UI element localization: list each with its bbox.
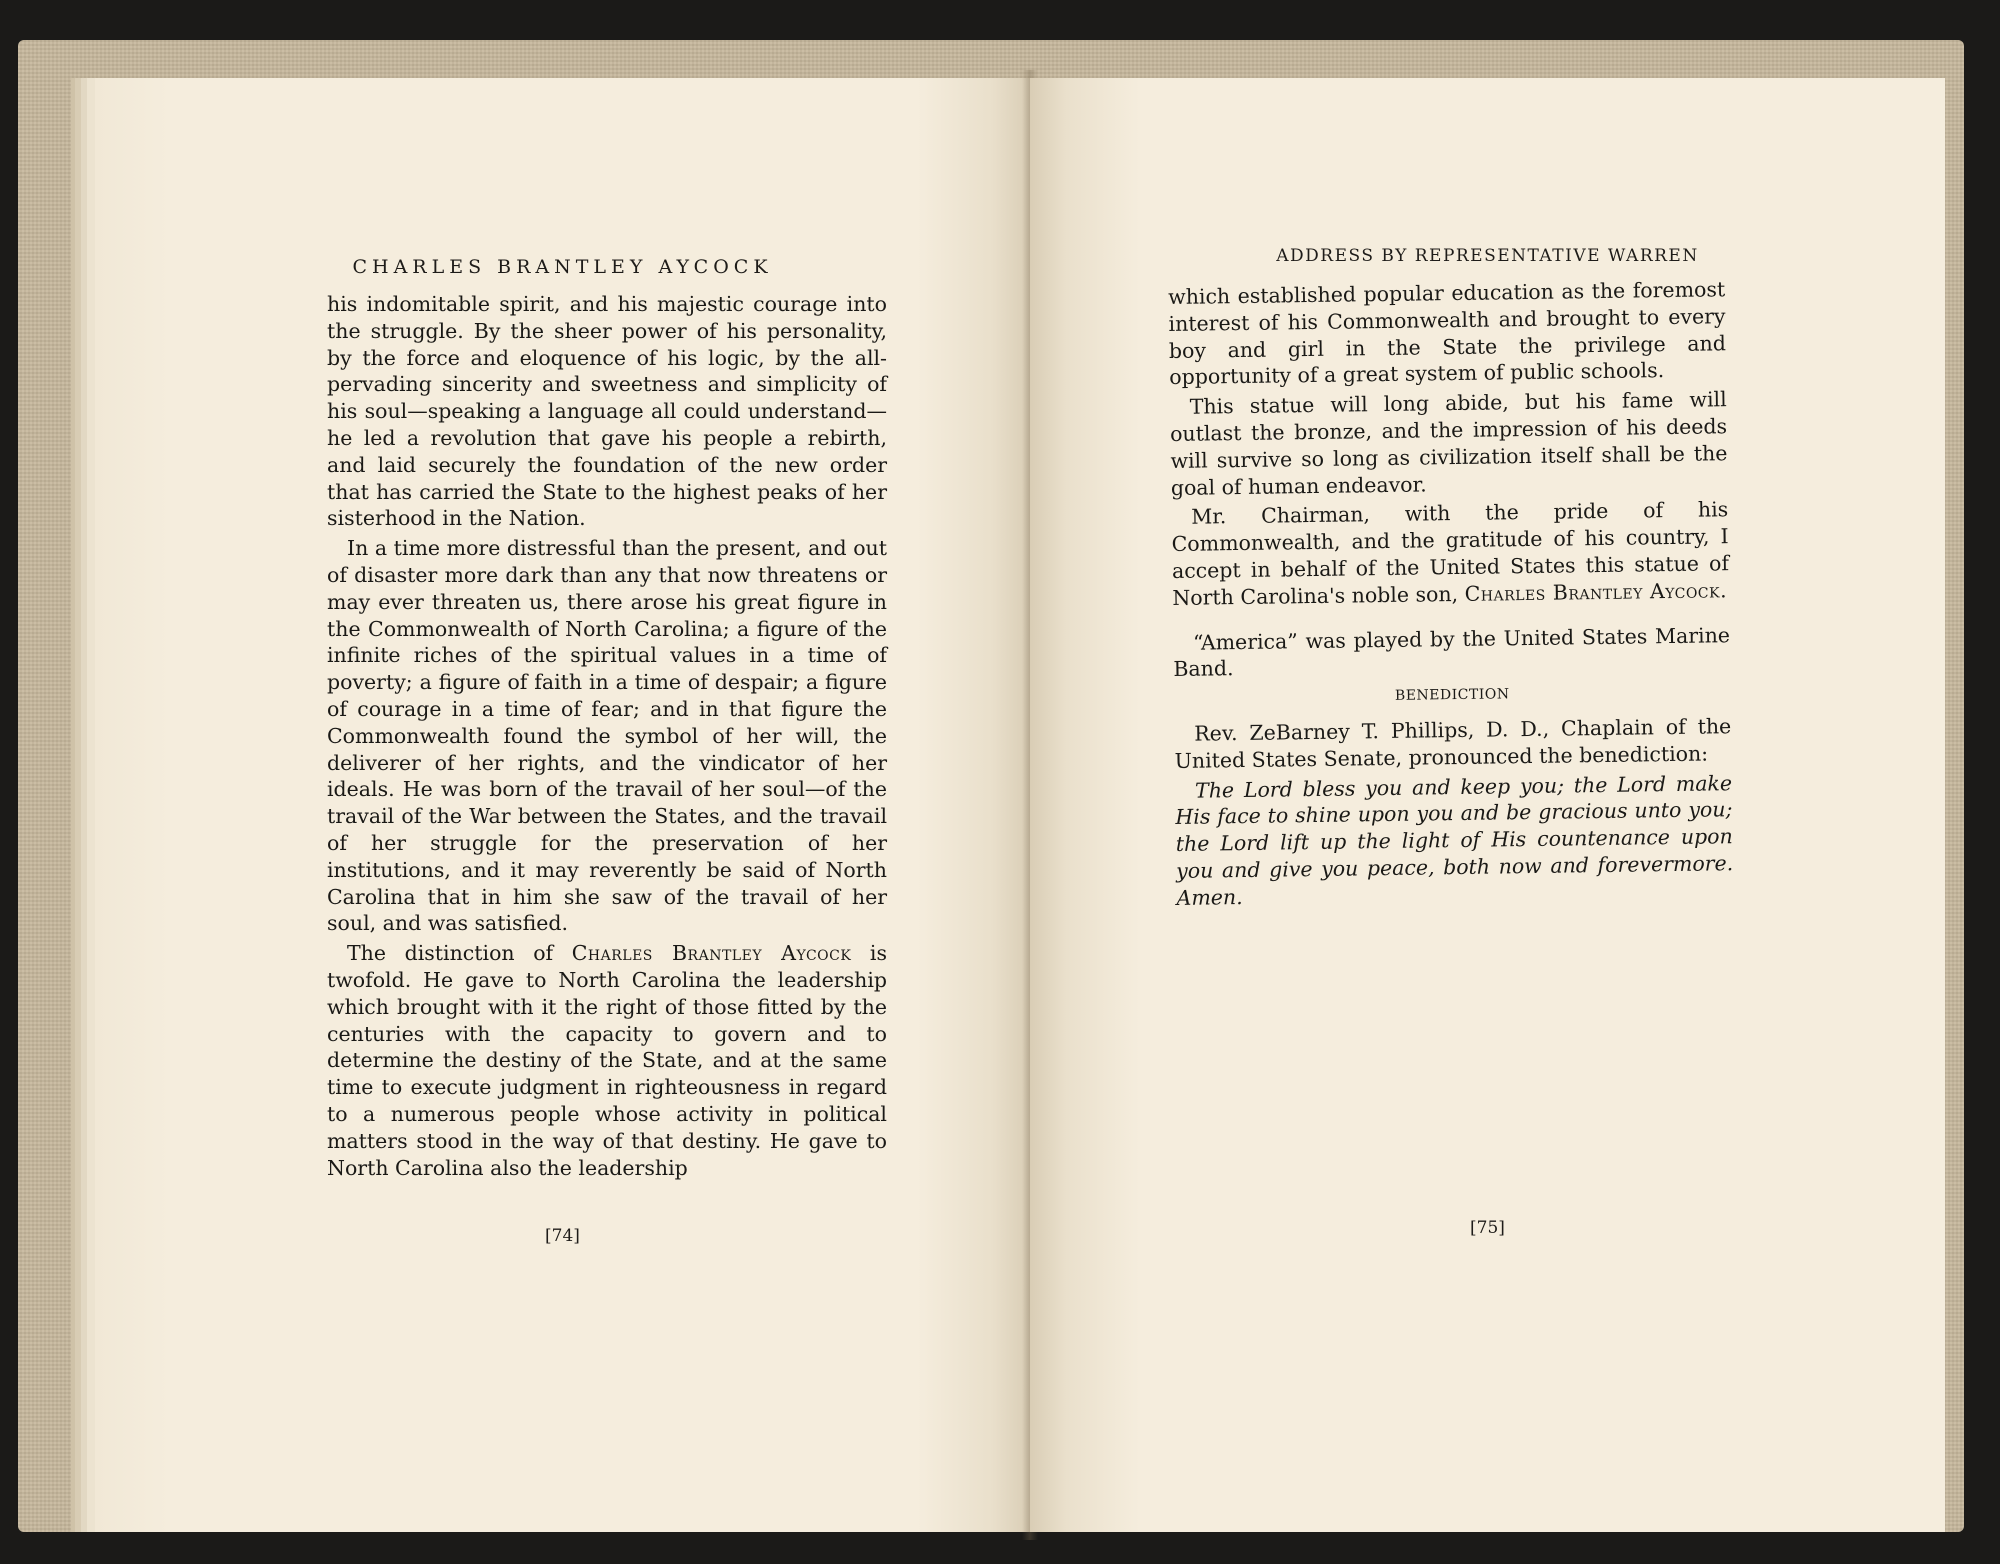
right-page-body: [1168, 276, 1734, 914]
left-paragraph-3: [327, 940, 887, 1181]
right-paragraph-1: which established popular education as the foremost interest of his Commonwealth and brought to every boy and girl in the State the privilege and opportunity of a great system of public schools.: [1168, 277, 1727, 390]
left-paragraph-2: In a time more distressful than the present, and out of disaster more dark than any that now threatens or may ever threaten us, there arose his great figure in the Commonwealth of North Carolina; a figure of the infinite riches of the spiritual values in a time of poverty; a figure of faith in a time of despair; a figure of courage in a time of fear; and in that figure the Commonwealth found the symbol of her will, the deliverer of her rights, and the vindicator of her ideals. He was born of the travail of her soul—of the travail of the War between the States, and the travail of her struggle for the preservation of her institutions, and it may reverently be said of North Carolina that in him she saw of the travail of her soul, and was satisfied.: [327, 536, 887, 936]
aycock-name-smallcaps: Charles Brantley Aycock: [571, 941, 852, 966]
page-number-right: [75]: [1470, 1218, 1505, 1238]
benediction-heading: BENEDICTION: [1394, 686, 1510, 705]
right-paragraph-chaplain: Rev. ZeBarney T. Phillips, D. D., Chaplain of the United States Senate, pronounced the benediction:: [1174, 714, 1732, 773]
right-paragraph-america: “America” was played by the United States Marine Band.: [1173, 622, 1731, 682]
running-head-right: ADDRESS BY REPRESENTATIVE WARREN: [1276, 246, 1699, 266]
running-head-left: CHARLES BRANTLEY AYCOCK: [352, 256, 773, 278]
right-page: [1030, 78, 1945, 1532]
right-paragraph-3-start: Mr. Chairman, with the pride of his Commonwealth, and the gratitude of his country, I accept in behalf of the United States this statue of North Carolina's noble son,: [1171, 497, 1730, 610]
left-paragraph-3-start: The distinction of: [347, 941, 572, 966]
left-page-body: [327, 291, 887, 1184]
left-paragraph-1: his indomitable spirit, and his majestic courage into the struggle. By the sheer power of his personality, by the force and eloquence of his logic, by the all-pervading sincerity and sweetness and simplicity of his soul—speaking a language all could understand—he led a revolution that gave his people a rebirth, and laid securely the foundation of the new order that has carried the State to the highest peaks of her sisterhood in the Nation.: [327, 292, 887, 531]
left-paragraph-3-rest: is twofold. He gave to North Carolina the leadership which brought with it the right of those fitted by the centuries with the capacity to govern and to determine the destiny of the State, and at the same time to execute judgment in righteousness in regard to a numerous people whose activity in political matters stood in the way of that destiny. He gave to North Carolina also the leadership: [327, 941, 887, 1180]
right-paragraph-3: [1171, 497, 1729, 612]
left-page: [95, 78, 1030, 1532]
aycock-name-smallcaps-right: Charles Brantley Aycock.: [1464, 577, 1728, 606]
right-paragraph-2: This statue will long abide, but his fame will outlast the bronze, and the impression of his deeds will survive so long as civilization itself shall be the goal of human endeavor.: [1169, 387, 1728, 500]
page-number-left: [74]: [545, 1226, 580, 1246]
benediction-prayer: The Lord bless you and keep you; the Lord make His face to shine upon you and be gracious unto you; the Lord lift up the light of His countenance upon you and give you peace, both now and forevermore. Amen.: [1175, 770, 1734, 910]
